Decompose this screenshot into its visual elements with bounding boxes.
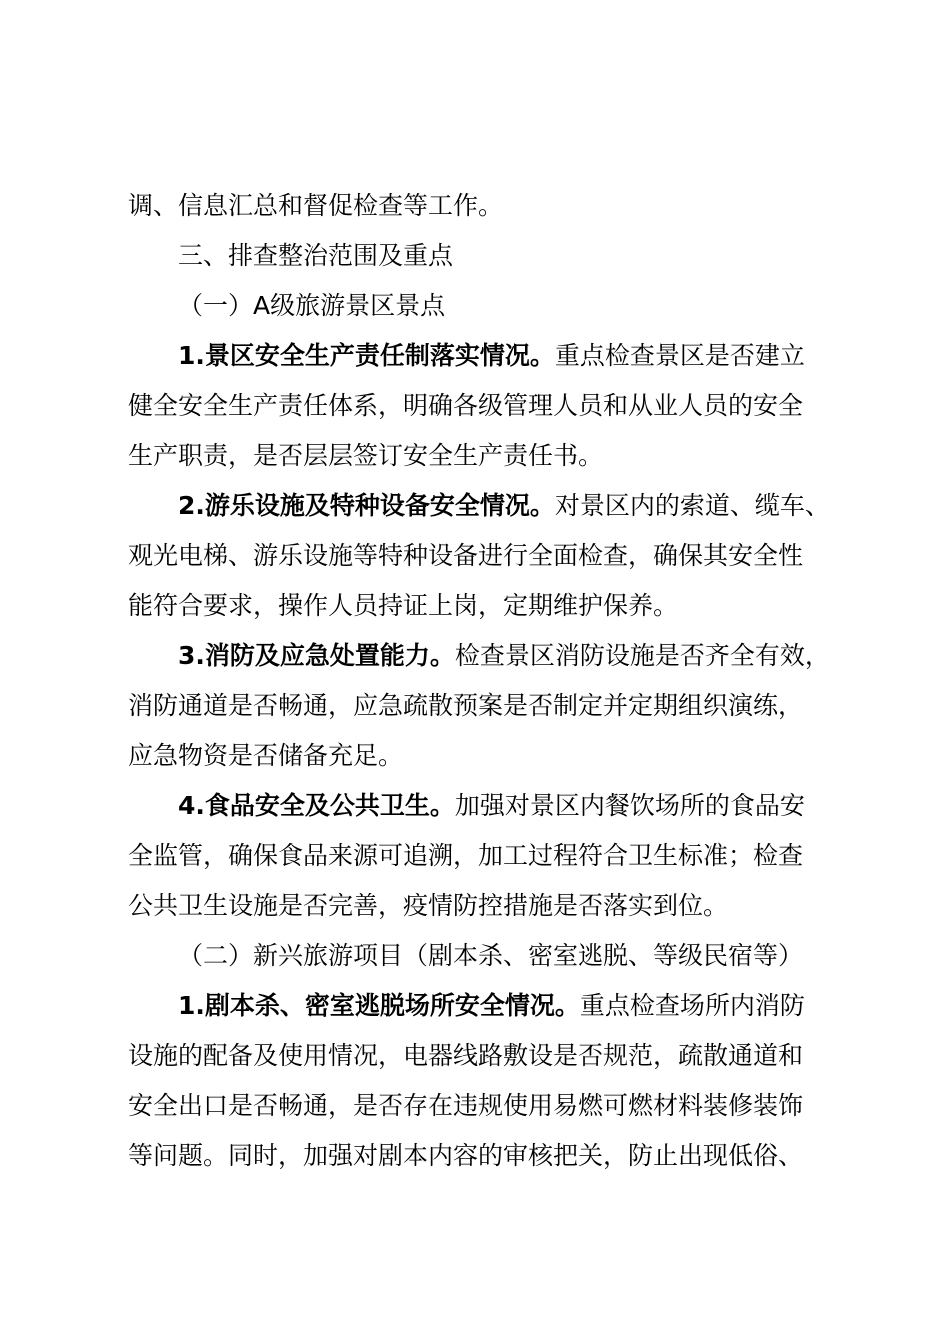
line-text: 能符合要求，操作人员持证上岗，定期维护保养。 — [128, 591, 679, 620]
paragraph-line — [128, 888, 728, 924]
item-4-line — [178, 788, 805, 824]
paragraph-line — [128, 1138, 803, 1174]
paragraph-line — [128, 838, 803, 874]
item-3-line — [178, 638, 830, 674]
line-text: 调、信息汇总和督促检查等工作。 — [128, 191, 504, 220]
heading-text: 三、排查整治范围及重点 — [178, 241, 454, 270]
item-title: 3.消防及应急处置能力。 — [178, 641, 455, 670]
subsection-heading-2 — [178, 938, 803, 974]
line-text: 观光电梯、游乐设施等特种设备进行全面检查，确保其安全性 — [128, 541, 804, 570]
paragraph-line — [128, 438, 603, 474]
line-text: 设施的配备及使用情况，电器线路敷设是否规范，疏散通道和 — [128, 1041, 804, 1070]
line-text: 消防通道是否畅通，应急疏散预案是否制定并定期组织演练， — [128, 691, 804, 720]
line-text: 重点检查场所内消防 — [579, 991, 805, 1020]
line-text: 重点检查景区是否建立 — [554, 341, 805, 370]
item-title: 1.景区安全生产责任制落实情况。 — [178, 341, 555, 370]
line-text: 对景区内的索道、缆车、 — [554, 491, 830, 520]
item-1-line — [178, 338, 805, 374]
line-text: 加强对景区内餐饮场所的食品安 — [454, 791, 805, 820]
line-text: 等问题。同时，加强对剧本内容的审核把关，防止出现低俗、 — [128, 1141, 804, 1170]
paragraph-line — [128, 388, 803, 424]
heading-text: （二）新兴旅游项目（剧本杀、密室逃脱、等级民宿等） — [178, 941, 804, 970]
paragraph-line — [128, 738, 403, 774]
item-1-line — [178, 988, 805, 1024]
paragraph-line — [128, 1088, 803, 1124]
line-text: 生产职责，是否层层签订安全生产责任书。 — [128, 441, 604, 470]
line-text: 安全出口是否畅通，是否存在违规使用易燃可燃材料装修装饰 — [128, 1091, 804, 1120]
heading-text: （一）A级旅游景区景点 — [178, 291, 446, 320]
item-title: 2.游乐设施及特种设备安全情况。 — [178, 491, 555, 520]
paragraph-line — [128, 588, 678, 624]
line-text: 应急物资是否储备充足。 — [128, 741, 404, 770]
line-text: 健全安全生产责任体系，明确各级管理人员和从业人员的安全 — [128, 391, 804, 420]
paragraph-line — [128, 1038, 803, 1074]
paragraph-line — [128, 688, 803, 724]
section-heading-3 — [178, 238, 453, 274]
paragraph-line-continuation — [128, 188, 503, 224]
item-title: 4.食品安全及公共卫生。 — [178, 791, 455, 820]
item-title: 1.剧本杀、密室逃脱场所安全情况。 — [178, 991, 580, 1020]
line-text: 公共卫生设施是否完善，疫情防控措施是否落实到位。 — [128, 891, 729, 920]
line-text: 全监管，确保食品来源可追溯，加工过程符合卫生标准；检查 — [128, 841, 804, 870]
subsection-heading-1 — [178, 288, 445, 324]
line-text: 检查景区消防设施是否齐全有效， — [454, 641, 830, 670]
paragraph-line — [128, 538, 803, 574]
item-2-line — [178, 488, 830, 524]
